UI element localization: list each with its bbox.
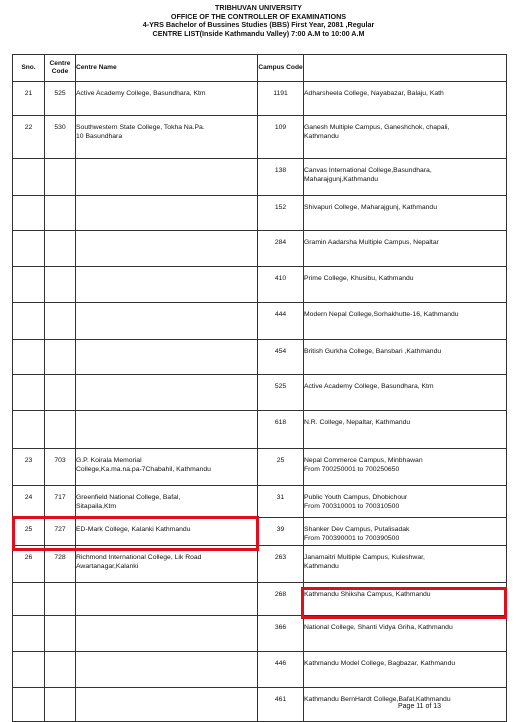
centre-name-cell-text: Southwestern State College, Tokha Na.Pa. 10 Basundhara xyxy=(76,124,205,140)
centre-name-cell-text xyxy=(76,652,257,660)
campus-code-cell xyxy=(258,616,304,652)
centre-code-cell-text xyxy=(45,340,75,348)
sno-cell-text xyxy=(13,688,44,696)
campus-name-cell-text: Public Youth Campus, Dhobichour From 700310001 to 700310500 xyxy=(304,494,408,510)
table-row xyxy=(13,518,507,546)
campus-name-cell xyxy=(304,303,507,340)
campus-code-cell-text: 284 xyxy=(274,239,287,246)
centre-code-cell-text xyxy=(45,375,75,383)
centre-code-cell-text xyxy=(45,196,75,204)
centre-name-cell xyxy=(76,616,258,652)
sno-cell-text xyxy=(13,267,44,275)
campus-code-cell-text: 1191 xyxy=(273,90,288,97)
centre-name-cell xyxy=(76,449,258,486)
sno-cell xyxy=(13,231,45,267)
table-header-row xyxy=(13,55,507,82)
centre-code-cell-text xyxy=(45,652,75,660)
campus-code-cell-text: 366 xyxy=(274,624,287,631)
centre-name-cell xyxy=(76,486,258,518)
campus-name-cell xyxy=(304,411,507,449)
table-row xyxy=(13,375,507,411)
campus-code-cell xyxy=(258,82,304,116)
sno-cell xyxy=(13,688,45,722)
centre-name-cell xyxy=(76,688,258,722)
sno-cell xyxy=(13,411,45,449)
centre-name-cell-text xyxy=(76,616,257,624)
centre-name-cell xyxy=(76,231,258,267)
centre-list-table xyxy=(12,54,507,722)
sno-cell xyxy=(13,159,45,196)
campus-code-cell-text: 31 xyxy=(276,494,285,501)
campus-name-cell xyxy=(304,340,507,375)
sno-cell xyxy=(13,82,45,116)
table-row xyxy=(13,340,507,375)
sno-cell xyxy=(13,546,45,583)
sno-cell-text xyxy=(13,375,44,383)
sno-cell xyxy=(13,583,45,616)
centre-code-cell-text xyxy=(45,231,75,239)
campus-code-cell xyxy=(258,116,304,159)
centre-name-cell xyxy=(76,303,258,340)
campus-code-cell xyxy=(258,375,304,411)
centre-name-cell-text xyxy=(76,340,257,348)
centre-code-cell xyxy=(45,486,76,518)
centre-code-cell-text xyxy=(45,583,75,591)
sno-cell xyxy=(13,196,45,231)
campus-code-cell xyxy=(258,340,304,375)
sno-cell xyxy=(13,449,45,486)
centre-name-cell xyxy=(76,583,258,616)
table-row xyxy=(13,116,507,159)
table-row xyxy=(13,159,507,196)
centre-code-cell-text xyxy=(45,411,75,419)
campus-code-cell-text: 138 xyxy=(274,167,287,174)
centre-code-cell-text xyxy=(45,303,75,311)
sno-cell xyxy=(13,116,45,159)
table-row xyxy=(13,267,507,303)
sno-cell-text xyxy=(13,159,44,167)
campus-code-cell xyxy=(258,518,304,546)
centre-name-cell-text xyxy=(76,583,257,591)
sno-cell-text xyxy=(13,231,44,239)
campus-code-cell xyxy=(258,449,304,486)
sno-cell-text xyxy=(13,411,44,419)
sno-cell-text: 26 xyxy=(24,554,33,561)
sno-cell-text: 23 xyxy=(24,457,33,464)
sno-cell-text xyxy=(13,583,44,591)
campus-name-cell xyxy=(304,116,507,159)
centre-code-cell xyxy=(45,583,76,616)
campus-code-cell-text: 454 xyxy=(274,348,287,355)
centre-code-cell xyxy=(45,267,76,303)
centre-name-cell xyxy=(76,116,258,159)
campus-name-cell xyxy=(304,267,507,303)
centre-name-cell-text: G.P. Koirala Memorial College,Ka.ma.na.pa-7Chabahil, Kathmandu xyxy=(76,457,211,473)
campus-code-cell-text: 618 xyxy=(274,419,287,426)
centre-name-cell xyxy=(76,518,258,546)
campus-name-cell xyxy=(304,616,507,652)
campus-name-cell xyxy=(304,449,507,486)
centre-code-cell xyxy=(45,652,76,688)
table-row xyxy=(13,411,507,449)
campus-code-cell xyxy=(258,652,304,688)
centre-code-cell xyxy=(45,196,76,231)
campus-name-cell xyxy=(304,159,507,196)
centre-code-cell-text: 727 xyxy=(54,526,66,533)
campus-name-cell-text: Adharsheela College, Nayabazar, Balaju, Kath xyxy=(304,90,444,97)
sno-cell xyxy=(13,486,45,518)
campus-name-cell-text: Gramin Aadarsha Multiple Campus, Nepaltar xyxy=(304,239,439,246)
column-header-centre-code: Centre Code xyxy=(45,55,76,82)
campus-name-cell xyxy=(304,583,507,616)
column-header-campus-code: Campus Code xyxy=(258,55,304,82)
centre-name-cell xyxy=(76,82,258,116)
campus-name-cell xyxy=(304,486,507,518)
page-number: Page 11 of 13 xyxy=(398,703,442,710)
campus-name-cell xyxy=(304,82,507,116)
centre-name-cell-text xyxy=(76,303,257,311)
campus-name-cell-text: Kathmandu BernHardt College,Bafal,Kathmandu xyxy=(304,696,451,703)
centre-name-cell xyxy=(76,340,258,375)
table-row xyxy=(13,449,507,486)
campus-code-cell-text: 525 xyxy=(274,383,287,390)
sno-cell-text xyxy=(13,340,44,348)
table-row xyxy=(13,652,507,688)
centre-name-cell xyxy=(76,196,258,231)
centre-code-cell xyxy=(45,303,76,340)
table-row xyxy=(13,303,507,340)
table-row xyxy=(13,583,507,616)
campus-code-cell-text: 446 xyxy=(274,660,287,667)
centre-code-cell-text: 703 xyxy=(54,457,66,464)
campus-name-cell-text: Shanker Dev Campus, Putalisadak From 700390001 to 700390500 xyxy=(304,526,410,542)
centre-code-cell xyxy=(45,411,76,449)
campus-name-cell-text: Modern Nepal College,Sorhakhutte-16, Kathmandu xyxy=(304,311,459,318)
sno-cell-text: 24 xyxy=(24,494,33,501)
campus-code-cell-text: 410 xyxy=(274,275,287,282)
centre-name-cell-text xyxy=(76,159,257,167)
sno-cell-text xyxy=(13,616,44,624)
column-header-campus-name xyxy=(304,55,507,82)
campus-code-cell xyxy=(258,231,304,267)
centre-name-cell xyxy=(76,267,258,303)
sno-cell-text xyxy=(13,303,44,311)
column-header-sno: Sno. xyxy=(13,55,45,82)
campus-code-cell-text: 152 xyxy=(274,204,287,211)
campus-name-cell-text: British Gurkha College, Bansbari ,Kathmandu xyxy=(304,348,442,355)
sno-cell xyxy=(13,616,45,652)
centre-name-cell xyxy=(76,159,258,196)
campus-code-cell-text: 263 xyxy=(274,554,287,561)
program-title: 4-YRS Bachelor of Bussines Studies (BBS) First Year, 2081 ,Regular xyxy=(142,20,375,30)
campus-code-cell xyxy=(258,303,304,340)
campus-code-cell xyxy=(258,546,304,583)
centre-code-cell-text: 525 xyxy=(54,90,66,97)
centre-code-cell xyxy=(45,116,76,159)
centre-name-cell-text xyxy=(76,375,257,383)
sno-cell-text xyxy=(13,196,44,204)
campus-name-cell xyxy=(304,518,507,546)
centre-code-cell-text: 530 xyxy=(54,124,66,131)
sno-cell xyxy=(13,518,45,546)
campus-name-cell-text: Prime College, Khusibu, Kathmandu xyxy=(304,275,414,282)
university-name: TRIBHUVAN UNIVERSITY xyxy=(215,3,302,12)
centre-list-title: CENTRE LIST(Inside Kathmandu Valley) 7:00 A.M to 10:00 A.M xyxy=(152,28,365,38)
table-row xyxy=(13,82,507,116)
campus-code-cell-text: 25 xyxy=(276,457,285,464)
sno-cell xyxy=(13,267,45,303)
sno-cell-text: 22 xyxy=(24,124,33,131)
centre-name-cell-text xyxy=(76,231,257,239)
centre-name-cell-text xyxy=(76,688,257,696)
sno-cell xyxy=(13,303,45,340)
campus-name-cell-text: Ganesh Multiple Campus, Ganeshchok, chapali, Kathmandu xyxy=(304,124,450,140)
centre-name-cell-text: ED-Mark College, Kalanki Kathmandu xyxy=(76,526,191,533)
centre-name-cell-text xyxy=(76,196,257,204)
centre-code-cell-text: 728 xyxy=(54,554,66,561)
centre-name-cell xyxy=(76,652,258,688)
centre-name-cell xyxy=(76,411,258,449)
centre-code-cell xyxy=(45,231,76,267)
campus-code-cell xyxy=(258,159,304,196)
centre-code-cell-text xyxy=(45,267,75,275)
centre-code-cell-text xyxy=(45,616,75,624)
campus-name-cell xyxy=(304,652,507,688)
campus-code-cell-text: 268 xyxy=(274,591,287,598)
campus-code-cell-text: 39 xyxy=(276,526,285,533)
campus-code-cell-text: 444 xyxy=(274,311,287,318)
campus-name-cell xyxy=(304,375,507,411)
centre-code-cell-text: 717 xyxy=(54,494,66,501)
campus-name-cell-text: National College, Shanti Vidya Griha, Kathmandu xyxy=(304,624,453,631)
table-row xyxy=(13,196,507,231)
campus-name-cell-text: Kathmandu Shiksha Campus, Kathmandu xyxy=(304,591,431,598)
sno-cell xyxy=(13,340,45,375)
sno-cell xyxy=(13,652,45,688)
centre-code-cell-text xyxy=(45,688,75,696)
centre-code-cell xyxy=(45,82,76,116)
centre-code-cell-text xyxy=(45,159,75,167)
sno-cell-text: 21 xyxy=(24,90,33,97)
campus-name-cell xyxy=(304,546,507,583)
sno-cell xyxy=(13,375,45,411)
campus-name-cell-text: Nepal Commerce Campus, Minbhawan From 700250001 to 700250650 xyxy=(304,457,423,473)
centre-name-cell-text: Richmond International College, Lik Road Awartanagar,Kalanki xyxy=(76,554,202,570)
column-header-centre-name: Centre Name xyxy=(76,55,258,82)
campus-code-cell-text: 461 xyxy=(274,696,287,703)
sno-cell-text xyxy=(13,652,44,660)
centre-name-cell-text: Greenfield National College, Bafal, Sitapaila,Ktm xyxy=(76,494,181,510)
campus-name-cell-text: Active Academy College, Basundhara, Ktm xyxy=(304,383,434,390)
table-row xyxy=(13,616,507,652)
office-name: OFFICE OF THE CONTROLLER OF EXAMINATIONS xyxy=(170,11,347,21)
campus-code-cell xyxy=(258,411,304,449)
campus-name-cell-text: Canvas International College,Basundhara, Maharajgunj,Kathmandu xyxy=(304,167,432,183)
centre-code-cell xyxy=(45,546,76,583)
campus-code-cell-text: 109 xyxy=(274,124,287,131)
campus-name-cell-text: Janamaitri Multiple Campus, Kuleshwar, Kathmandu xyxy=(304,554,425,570)
centre-code-cell xyxy=(45,616,76,652)
campus-code-cell xyxy=(258,196,304,231)
sno-cell-text: 25 xyxy=(24,526,33,533)
campus-name-cell-text: Shivapuri College, Maharajgunj, Kathmandu xyxy=(304,204,437,211)
centre-name-cell-text xyxy=(76,267,257,275)
campus-name-cell xyxy=(304,196,507,231)
table-row xyxy=(13,231,507,267)
table-row xyxy=(13,486,507,518)
centre-name-cell-text xyxy=(76,411,257,419)
campus-code-cell xyxy=(258,583,304,616)
centre-code-cell xyxy=(45,159,76,196)
centre-code-cell xyxy=(45,375,76,411)
campus-code-cell xyxy=(258,688,304,722)
campus-code-cell xyxy=(258,267,304,303)
centre-code-cell xyxy=(45,449,76,486)
centre-name-cell-text: Active Academy College, Basundhara, Ktm xyxy=(76,90,206,97)
centre-code-cell xyxy=(45,518,76,546)
centre-name-cell xyxy=(76,375,258,411)
campus-name-cell xyxy=(304,231,507,267)
centre-code-cell xyxy=(45,340,76,375)
campus-code-cell xyxy=(258,486,304,518)
document-header xyxy=(0,4,517,38)
campus-name-cell-text: N.R. College, Nepaltar, Kathmandu xyxy=(304,419,411,426)
centre-name-cell xyxy=(76,546,258,583)
campus-name-cell-text: Kathmandu Model College, Bagbazar, Kathmandu xyxy=(304,660,456,667)
centre-code-cell xyxy=(45,688,76,722)
table-row xyxy=(13,546,507,583)
